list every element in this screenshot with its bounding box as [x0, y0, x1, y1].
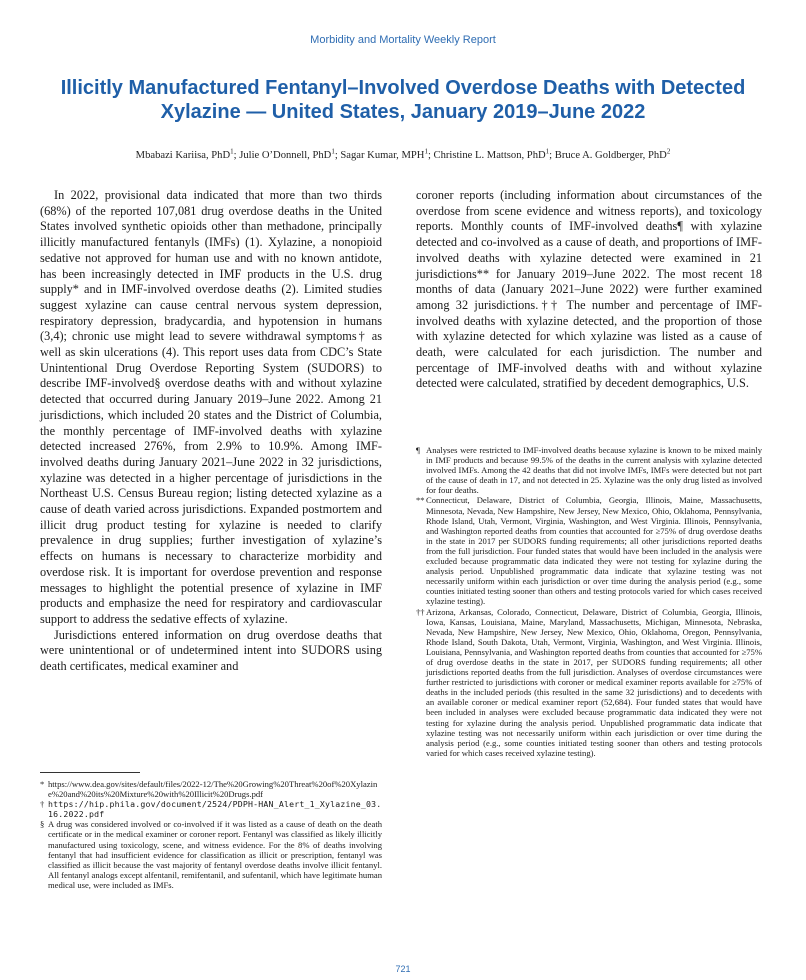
footnote-text: Connecticut, Delaware, District of Columbia, Georgia, Illinois, Maine, Massachusetts, Minnesota, Nevada, New Hampshire, New Jersey, New Mexico, Ohio, Oklahoma, Pennsylvania, Rhode Island, Utah, Vermont, Virginia, Washington, and West Virginia. Illinois, Pennsylvania, and Washington reported deaths from counties that accounted for ≥75% of drug overdose deaths in the state in 2017 per SUDORS funding requirements; all other jurisdictions reported deaths from the full jurisdiction. Four funded states that would have been included in the analysis were excluded because programmatic data indicated they were not testing for xylazine during the analysis period. Unpublished programmatic data indicate that xylazine testing was not necessarily uniform within each jurisdiction or over time during the analysis period (e.g., some counties initiated testing sooner than others and testing protocols varied for which cases received xylazine testing).: [426, 495, 762, 607]
page-number: 721: [395, 964, 411, 974]
author: Bruce A. Goldberger, PhD$^2$: [554, 147, 671, 161]
right-footnotes: [416, 445, 762, 758]
footnote: ** Connecticut, Delaware, District of Columbia, Georgia, Illinois, Maine, Massachusetts, Minnesota, Nevada, New Hampshire, New Jersey, New Mexico, Ohio, Oklahoma, Pennsylvania, Rhode Island, Utah, Vermont, Virginia, Washington, and West Virginia. Illinois, Pennsylvania, and Washington reported deaths from counties that accounted for ≥75% of drug overdose deaths in the state in 2017 per SUDORS funding requirements; all other jurisdictions reported deaths from the full jurisdiction. Four funded states that would have been included in the analysis were excluded because programmatic data indicated they were not testing for xylazine during the analysis period. Unpublished programmatic data indicate that xylazine testing was not necessarily uniform within each jurisdiction or over time during the analysis period (e.g., some counties initiated testing sooner than others and testing protocols varied for which cases received xylazine testing).: [416, 495, 762, 607]
footnote-link[interactable]: https://www.dea.gov/sites/default/files/2022-12/The%20Growing%20Threat%20of%20Xylazine%20and%20its%20Mixture%20with%20Illicit%20Drugs.pdf: [48, 779, 378, 800]
left-footnotes: [40, 772, 382, 890]
journal-header: Morbidity and Mortality Weekly Report: [310, 34, 496, 46]
body-paragraph: Jurisdictions entered information on drug overdose deaths that were unintentional or of undetermined intent into SUDORS using death certificates, medical examiner and: [40, 627, 382, 674]
footnote-text: Analyses were restricted to IMF-involved deaths because xylazine is known to be mixed mainly in IMF products and because 99.5% of the deaths in the current analysis with xylazine detected involved IMFs. Among the 42 deaths that did not involve IMFs, IMFs were detected but not part of the cause of death in 17, and not detected in 25. Xylazine was the only drug listed as involved for four deaths.: [426, 445, 762, 496]
left-column: [40, 188, 382, 675]
footnote-text: Arizona, Arkansas, Colorado, Connecticut, Delaware, District of Columbia, Georgia, Illinois, Iowa, Kansas, Louisiana, Maine, Maryland, Massachusetts, Michigan, Minnesota, Nebraska, Nevada, New Hampshire, New Jersey, New Mexico, Ohio, Oklahoma, Oregon, Pennsylvania, Rhode Island, South Dakota, Utah, Vermont, Virginia, Washington, and West Virginia. Illinois, Louisiana, Pennsylvania, and Washington reported deaths from counties that accounted for ≥75% of drug overdose deaths in the state in 2017, per SUDORS funding requirements; all other jurisdictions reported deaths from the full jurisdiction. Analyses of overdose circumstances were further restricted to jurisdictions with coroner or medical examiner reports available for ≥75% of deaths in the included periods (this resulted in the same 32 jurisdictions) and to decedents with an available coroner or medical examiner report (52,684). Four funded states that would have been included in analyses were excluded because programmatic data indicated they were not testing for xylazine during the analysis period. Unpublished programmatic data indicate that xylazine testing was not necessarily uniform within each jurisdiction or over time during the analysis period (e.g., some counties initiated testing sooner than others and testing protocols varied for which cases received xylazine testing).: [426, 606, 762, 758]
body-paragraph: In 2022, provisional data indicated that more than two thirds (68%) of the reported 107,081 drug overdose deaths in the United States involved synthetic opioids other than methadone, principally illicitly manufactured fentanyls (IMFs) (1). Xylazine, a nonopioid sedative not approved for human use and with no known antidote, has been increasingly detected in IMF products in the U.S. drug supply* and in IMF-involved overdose deaths (2). Limited studies suggest xylazine can cause central nervous system depression, respiratory depression, bradycardia, and hypotension in humans (3,4); chronic use might lead to severe withdrawal symptoms† as well as skin ulcerations (4). This report uses data from CDC’s State Unintentional Drug Overdose Reporting System (SUDORS) to describe IMF-involved§ overdose deaths with and without xylazine detected that occurred during January 2019–June 2022. Among 21 jurisdictions, which included 20 states and the District of Columbia, the monthly percentage of IMF-involved deaths with xylazine detected increased 276%, from 2.9% to 10.9%. Among IMF-involved deaths during January 2021–June 2022 in 32 jurisdictions, xylazine was detected in a higher percentage of jurisdictions in the Northeast U.S. Census Bureau region; listing detected xylazine as a cause of death varied across jurisdictions. Expanded postmortem and illicit drug product testing for xylazine is needed to clarify prevalence in drug supplies; further investigation of xylazine’s effects on humans is necessary to characterize morbidity and overdose risk. It is important for overdose prevention and response messages to highlight the potential presence of xylazine in IMF products and emphasize the need for respiratory and cardiovascular support to address the sedative effects of xylazine.: [40, 188, 382, 626]
footnote-link[interactable]: https://hip.phila.gov/document/2524/PDPH-HAN_Alert_1_Xylazine_03.16.2022.pdf: [48, 799, 382, 820]
footnote-text: A drug was considered involved or co-involved if it was listed as a cause of death on the death certificate or in the medical examiner or coroner report. Fentanyl was classified as likely illicitly manufactured using toxicology, scene, and witness evidence. For the 8% of deaths involving fentanyl that had insufficient evidence for classification as illicit or prescription, fentanyl was classified as illicit because the vast majority of fentanyl overdose deaths involve illicit fentanyl. All fentanyl analogs except alfentanil, remifentanil, and sufentanil, which have legitimate human medical use, were included as IMFs.: [48, 819, 382, 890]
footnote: †† Arizona, Arkansas, Colorado, Connecticut, Delaware, District of Columbia, Georgia, Illinois, Iowa, Kansas, Louisiana, Maine, Maryland, Massachusetts, Michigan, Minnesota, Nebraska, Nevada, New Hampshire, New Jersey, New Mexico, Ohio, Oklahoma, Oregon, Pennsylvania, Rhode Island, South Dakota, Utah, Vermont, Virginia, Washington, and West Virginia. Illinois, Louisiana, Pennsylvania, and Washington reported deaths from counties that accounted for ≥75% of drug overdose deaths in the state in 2017, per SUDORS funding requirements; all other jurisdictions reported deaths from the full jurisdiction. Analyses of overdose circumstances were further restricted to jurisdictions with coroner or medical examiner reports available for ≥75% of deaths in the included periods (this resulted in the same 32 jurisdictions) and to decedents with an available coroner or medical examiner report (52,684). Four funded states that would have been included in analyses were excluded because programmatic data indicated they were not testing for xylazine during the analysis period. Unpublished programmatic data indicate that xylazine testing was not necessarily uniform within each jurisdiction or over time during the analysis period (e.g., some counties initiated testing sooner than others and testing protocols varied for which cases received xylazine testing).: [416, 606, 762, 758]
footnote: † https://hip.phila.gov/document/2524/PDPH-HAN_Alert_1_Xylazine_03.16.2022.pdf: [40, 799, 382, 820]
author: Christine L. Mattson, PhD$^1$;: [433, 147, 555, 161]
author: Julie O’Donnell, PhD$^1$;: [239, 147, 341, 161]
author: Sagar Kumar, MPH$^1$;: [340, 147, 434, 161]
author-list: [40, 147, 766, 161]
article-title: Illicitly Manufactured Fentanyl–Involved Overdose Deaths with Detected Xylazine — United States, January 2019–June 2022: [60, 77, 746, 123]
right-column: [416, 188, 762, 392]
footnote: § A drug was considered involved or co-involved if it was listed as a cause of death on the death certificate or in the medical examiner or coroner report. Fentanyl was classified as likely illicitly manufactured using toxicology, scene, and witness evidence. For the 8% of deaths involving fentanyl that had insufficient evidence for classification as illicit or prescription, fentanyl was classified as illicit because the vast majority of fentanyl overdose deaths involve illicit fentanyl. All fentanyl analogs except alfentanil, remifentanil, and sufentanil, which have legitimate human medical use, were included as IMFs.: [40, 819, 382, 890]
author: Mbabazi Kariisa, PhD$^1$;: [135, 147, 240, 161]
footnote: ¶ Analyses were restricted to IMF-involved deaths because xylazine is known to be mixed mainly in IMF products and because 99.5% of the deaths in the current analysis with xylazine detected involved IMFs. Among the 42 deaths that did not involve IMFs, IMFs were detected but not part of the cause of death in 17, and not detected in 25. Xylazine was the only drug listed as involved for four deaths.: [416, 445, 762, 496]
body-paragraph: coroner reports (including information about circumstances of the overdose from scene evidence and witness reports), and toxicology reports. Monthly counts of IMF-involved deaths¶ with xylazine detected and co-involved as a cause of death, and proportions of IMF-involved deaths with xylazine detected were examined in 21 jurisdictions** for January 2019–June 2022. The most recent 18 months of data (January 2021–June 2022) were further examined among 32 jurisdictions.†† The number and percentage of IMF-involved deaths with xylazine detected, and the proportion of those with xylazine detected for which xylazine was listed as a cause of death, were calculated for each jurisdiction. The number and percentage of IMF-involved deaths with and without xylazine detected were calculated, stratified by decedent demographics, U.S.: [416, 188, 762, 391]
footnote: * https://www.dea.gov/sites/default/files/2022-12/The%20Growing%20Threat%20of%20Xylazine%20and%20its%20Mixture%20with%20Illicit%20Drugs.pdf: [40, 779, 382, 799]
